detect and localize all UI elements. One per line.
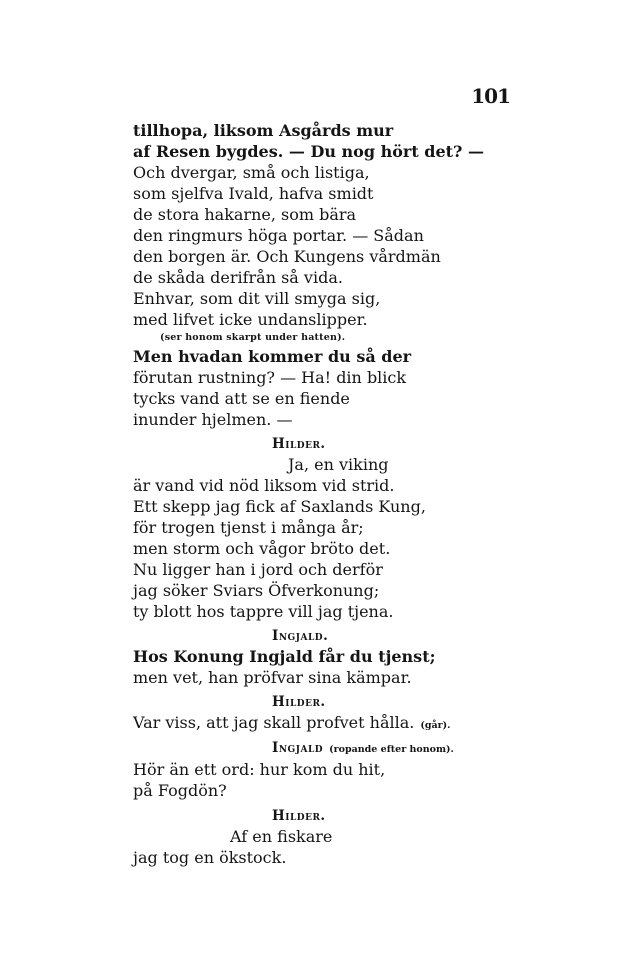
- verse-line: Nu ligger han i jord och derför: [133, 560, 383, 579]
- verse-line: tillhopa, liksom Asgårds mur: [133, 121, 394, 140]
- speaker-line: [272, 737, 454, 760]
- verse-line: tycks vand att se en fiende: [133, 389, 350, 408]
- verse-line: af Resen bygdes. — Du nog hört det? —: [133, 142, 484, 161]
- verse-line: Och dvergar, små och listiga,: [133, 163, 370, 182]
- verse-line: jag tog en ökstock.: [133, 848, 287, 867]
- verse-text: Var viss, att jag skall profvet hålla.: [133, 713, 415, 732]
- verse-line: Enhvar, som dit vill smyga sig,: [133, 289, 381, 308]
- verse-line: den borgen är. Och Kungens vårdmän: [133, 247, 441, 266]
- verse-line: jag söker Sviars Öfverkonung;: [133, 581, 380, 600]
- verse-line: ty blott hos tappre vill jag tjena.: [133, 602, 394, 621]
- verse-line: men vet, han pröfvar sina kämpar.: [133, 668, 412, 687]
- verse-line: men storm och vågor bröto det.: [133, 539, 391, 558]
- page-number: 101: [471, 84, 510, 108]
- verse-line: för trogen tjenst i många år;: [133, 518, 364, 537]
- verse-line: Af en fiskare: [230, 827, 333, 846]
- speaker-name: Ingjald.: [272, 628, 329, 644]
- verse-line: de skåda derifrån så vida.: [133, 268, 343, 287]
- speaker-name: Ingjald: [272, 740, 324, 756]
- speaker-name: Hilder.: [272, 694, 326, 710]
- speaker-name: Hilder.: [272, 808, 326, 824]
- verse-line: på Fogdön?: [133, 781, 227, 800]
- verse-line: Men hvadan kommer du så der: [133, 347, 412, 366]
- verse-line: Ett skepp jag fick af Saxlands Kung,: [133, 497, 426, 516]
- verse-line: Hos Konung Ingjald får du tjenst;: [133, 647, 436, 666]
- verse-line: är vand vid nöd liksom vid strid.: [133, 476, 395, 495]
- verse-line: förutan rustning? — Ha! din blick: [133, 368, 407, 387]
- speaker-name: Hilder.: [272, 436, 326, 452]
- verse-line: [133, 713, 450, 736]
- stage-direction: (ser honom skarpt under hatten).: [160, 332, 346, 343]
- verse-line: Hör än ett ord: hur kom du hit,: [133, 760, 386, 779]
- verse-line: den ringmurs höga portar. — Sådan: [133, 226, 424, 245]
- verse-line: Ja, en viking: [288, 455, 389, 474]
- verse-line: inunder hjelmen. —: [133, 410, 293, 429]
- verse-line: som sjelfva Ivald, hafva smidt: [133, 184, 374, 203]
- stage-direction: (går).: [420, 720, 451, 731]
- verse-line: med lifvet icke undanslipper.: [133, 310, 368, 329]
- verse-line: de stora hakarne, som bära: [133, 205, 357, 224]
- stage-direction: (ropande efter honom).: [329, 744, 454, 755]
